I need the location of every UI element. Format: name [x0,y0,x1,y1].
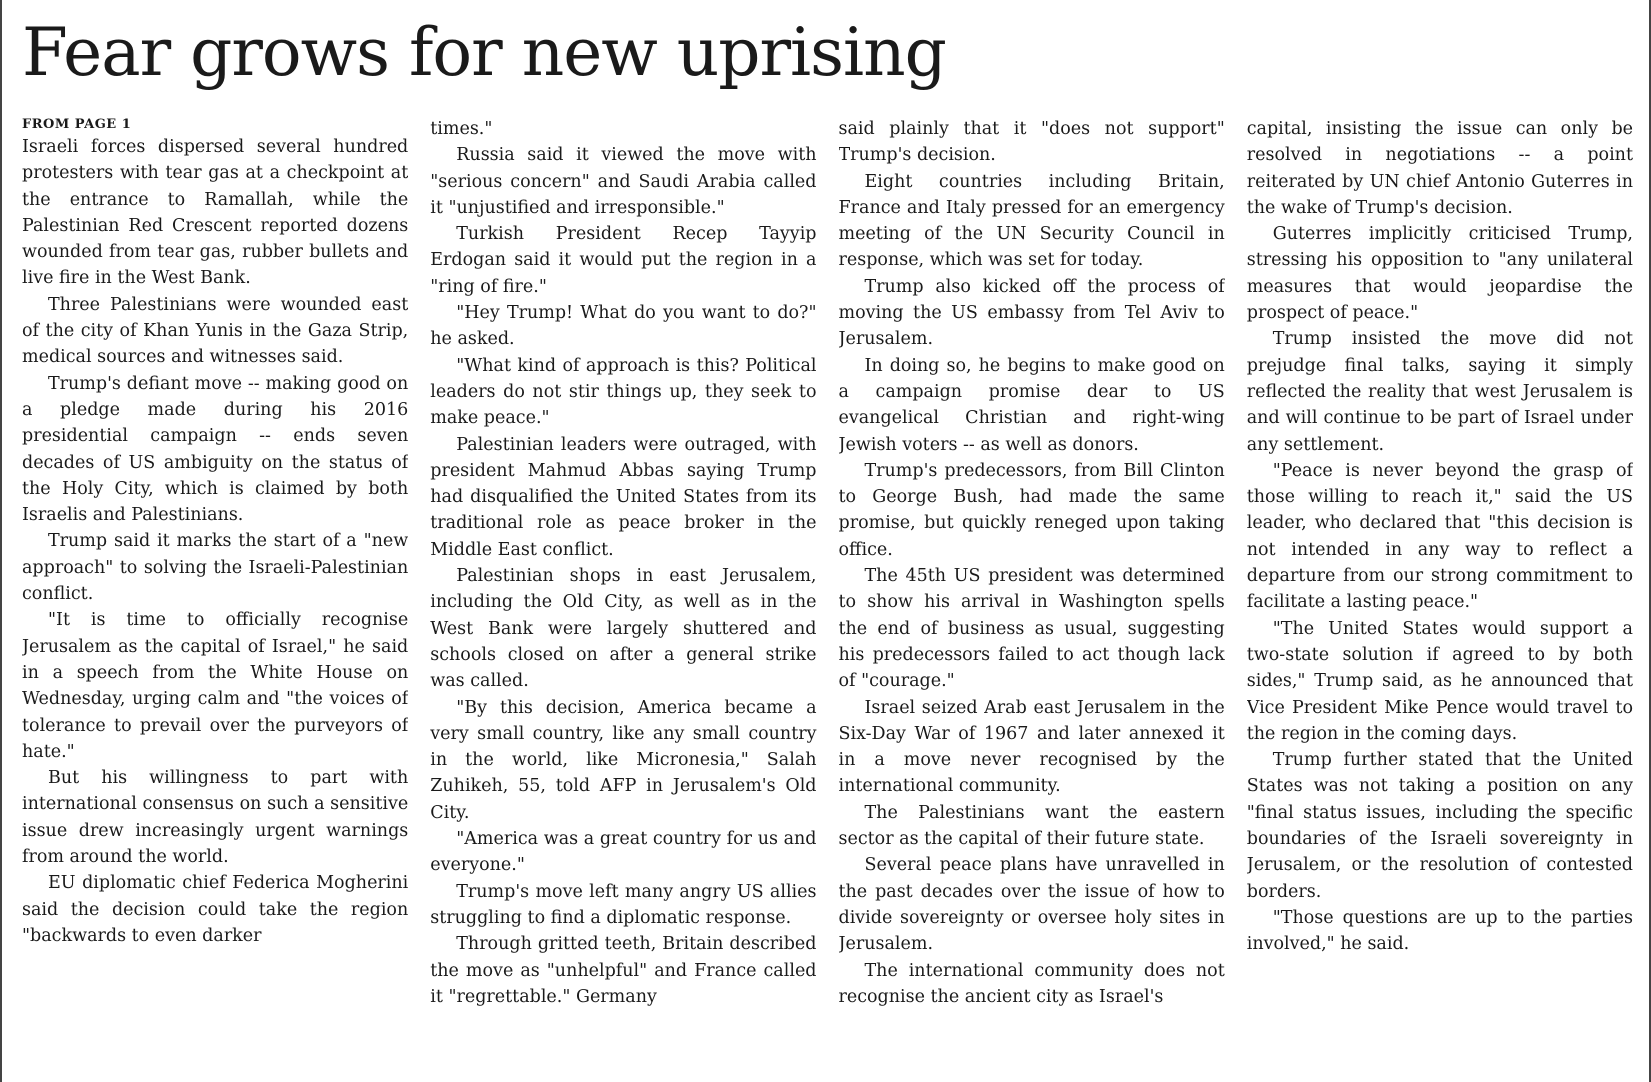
article-paragraph: "Those questions are up to the parties involved," he said. [1246,907,1633,955]
article-paragraph: Trump said it marks the start of a "new approach" to solving the Israeli-Palestinian conflict. [22,531,409,605]
article-paragraph: Palestinian shops in east Jerusalem, including the Old City, as well as in the West Bank were largely shuttered and schools closed on after a general strike was called. [430,566,817,692]
article-paragraph: Trump's predecessors, from Bill Clinton to George Bush, had made the same promise, but quickly reneged upon taking office. [838,460,1225,560]
article-paragraph: "Hey Trump! What do you want to do?" he asked. [430,303,817,350]
article-paragraph: said plainly that it "does not support" Trump's decision. [838,119,1225,166]
article-paragraph: Trump insisted the move did not prejudge final talks, saying it simply reflected the reality that west Jerusalem is and will continue to be part of Israel under any settlement. [1246,329,1633,455]
article-paragraph: Russia said it viewed the move with "serious concern" and Saudi Arabia called it "unjustified and irresponsible." [430,145,817,218]
article-paragraph: Eight countries including Britain, France and Italy pressed for an emergency meeting of the UN Security Council in response, which was set for today. [838,171,1225,271]
article-paragraph: Israeli forces dispersed several hundred protesters with tear gas at a checkpoint at the entrance to Ramallah, while the Palestinian Red Crescent reported dozens wounded from tear gas, rubber bullets and live fire in the West Bank. [22,137,409,289]
article-paragraph: Through gritted teeth, Britain described the move as "unhelpful" and France called it "regrettable." Germany [430,934,817,1007]
article-paragraph: Three Palestinians were wounded east of the city of Khan Yunis in the Gaza Strip, medical sources and witnesses said. [22,294,409,368]
article-paragraph: The 45th US president was determined to show his arrival in Washington spells the end of business as usual, suggesting his predecessors failed to act though lack of "courage." [838,566,1225,692]
column-1 [22,116,408,1076]
article-paragraph: Several peace plans have unravelled in the past decades over the issue of how to divide sovereignty or oversee holy sites in Jerusalem. [838,855,1225,955]
article-paragraph: capital, insisting the issue can only be resolved in negotiations -- a point reiterated by UN chief Antonio Guterres in the wake of Trump's decision. [1246,119,1633,218]
article-paragraph: Trump's move left many angry US allies struggling to find a diplomatic response. [430,881,817,928]
column-3 [839,116,1225,1076]
kicker: FROM PAGE 1 [22,117,132,132]
column-4 [1247,116,1633,1076]
article-paragraph: The international community does not recognise the ancient city as Israel's [838,960,1225,1007]
article-paragraph: Turkish President Recep Tayyip Erdogan said it would put the region in a "ring of fire." [430,224,817,297]
article-paragraph: "The United States would support a two-state solution if agreed to by both sides," Trump said, as he announced that Vice President Mike Pence would travel to the region in the coming days. [1246,618,1633,744]
article-paragraph: Trump also kicked off the process of moving the US embassy from Tel Aviv to Jerusalem. [838,276,1225,350]
article-paragraph: In doing so, he begins to make good on a campaign promise dear to US evangelical Christian and right-wing Jewish voters -- as well as donors. [838,355,1225,455]
article-paragraph: But his willingness to part with international consensus on such a sensitive issue drew increasingly urgent warnings from around the world. [22,768,409,868]
article-paragraph: "By this decision, America became a very small country, like any small country in the world, like Micronesia," Salah Zuhikeh, 55, told AFP in Jerusalem's Old City. [430,697,817,823]
article-paragraph: Trump's defiant move -- making good on a pledge made during his 2016 presidential campaign -- ends seven decades of US ambiguity on the status of the Holy City, which is claimed by both Israelis and Palestinians. [22,373,409,526]
article-paragraph: "Peace is never beyond the grasp of those willing to reach it," said the US leader, who declared that "this decision is not intended in any way to reflect a departure from our strong commitment to facilitate a lasting peace." [1246,460,1633,613]
article-paragraph: Palestinian leaders were outraged, with president Mahmud Abbas saying Trump had disqualified the United States from its traditional role as peace broker in the Middle East conflict. [430,434,817,560]
article-paragraph: The Palestinians want the eastern sector as the capital of their future state. [838,802,1225,850]
column-body [1247,116,1633,958]
headline: Fear grows for new uprising [22,14,946,91]
article-paragraph: Trump further stated that the United States was not taking a position on any "final status issues, including the specific boundaries of the Israeli sovereignty in Jerusalem, or the resolution of contested borders. [1246,750,1633,902]
article-paragraph: "America was a great country for us and everyone." [430,829,817,876]
column-body [839,116,1225,1010]
column-body [430,116,816,1010]
article-paragraph: "It is time to officially recognise Jerusalem as the capital of Israel," he said in a speech from the White House on Wednesday, urging calm and "the voices of tolerance to prevail over the purveyors of hate." [22,610,409,762]
column-2 [430,116,816,1076]
article-paragraph: times." [430,119,493,139]
article-paragraph: "What kind of approach is this? Political leaders do not stir things up, they seek to make peace." [430,355,817,429]
column-body [22,134,408,949]
article-paragraph: EU diplomatic chief Federica Mogherini said the decision could take the region "backwards to even darker [22,873,409,946]
article-paragraph: Guterres implicitly criticised Trump, stressing his opposition to "any unilateral measures that would jeopardise the prospect of peace." [1246,224,1633,324]
article-paragraph: Israel seized Arab east Jerusalem in the Six-Day War of 1967 and later annexed it in a move never recognised by the international community. [838,697,1225,797]
article-columns [22,116,1633,1076]
